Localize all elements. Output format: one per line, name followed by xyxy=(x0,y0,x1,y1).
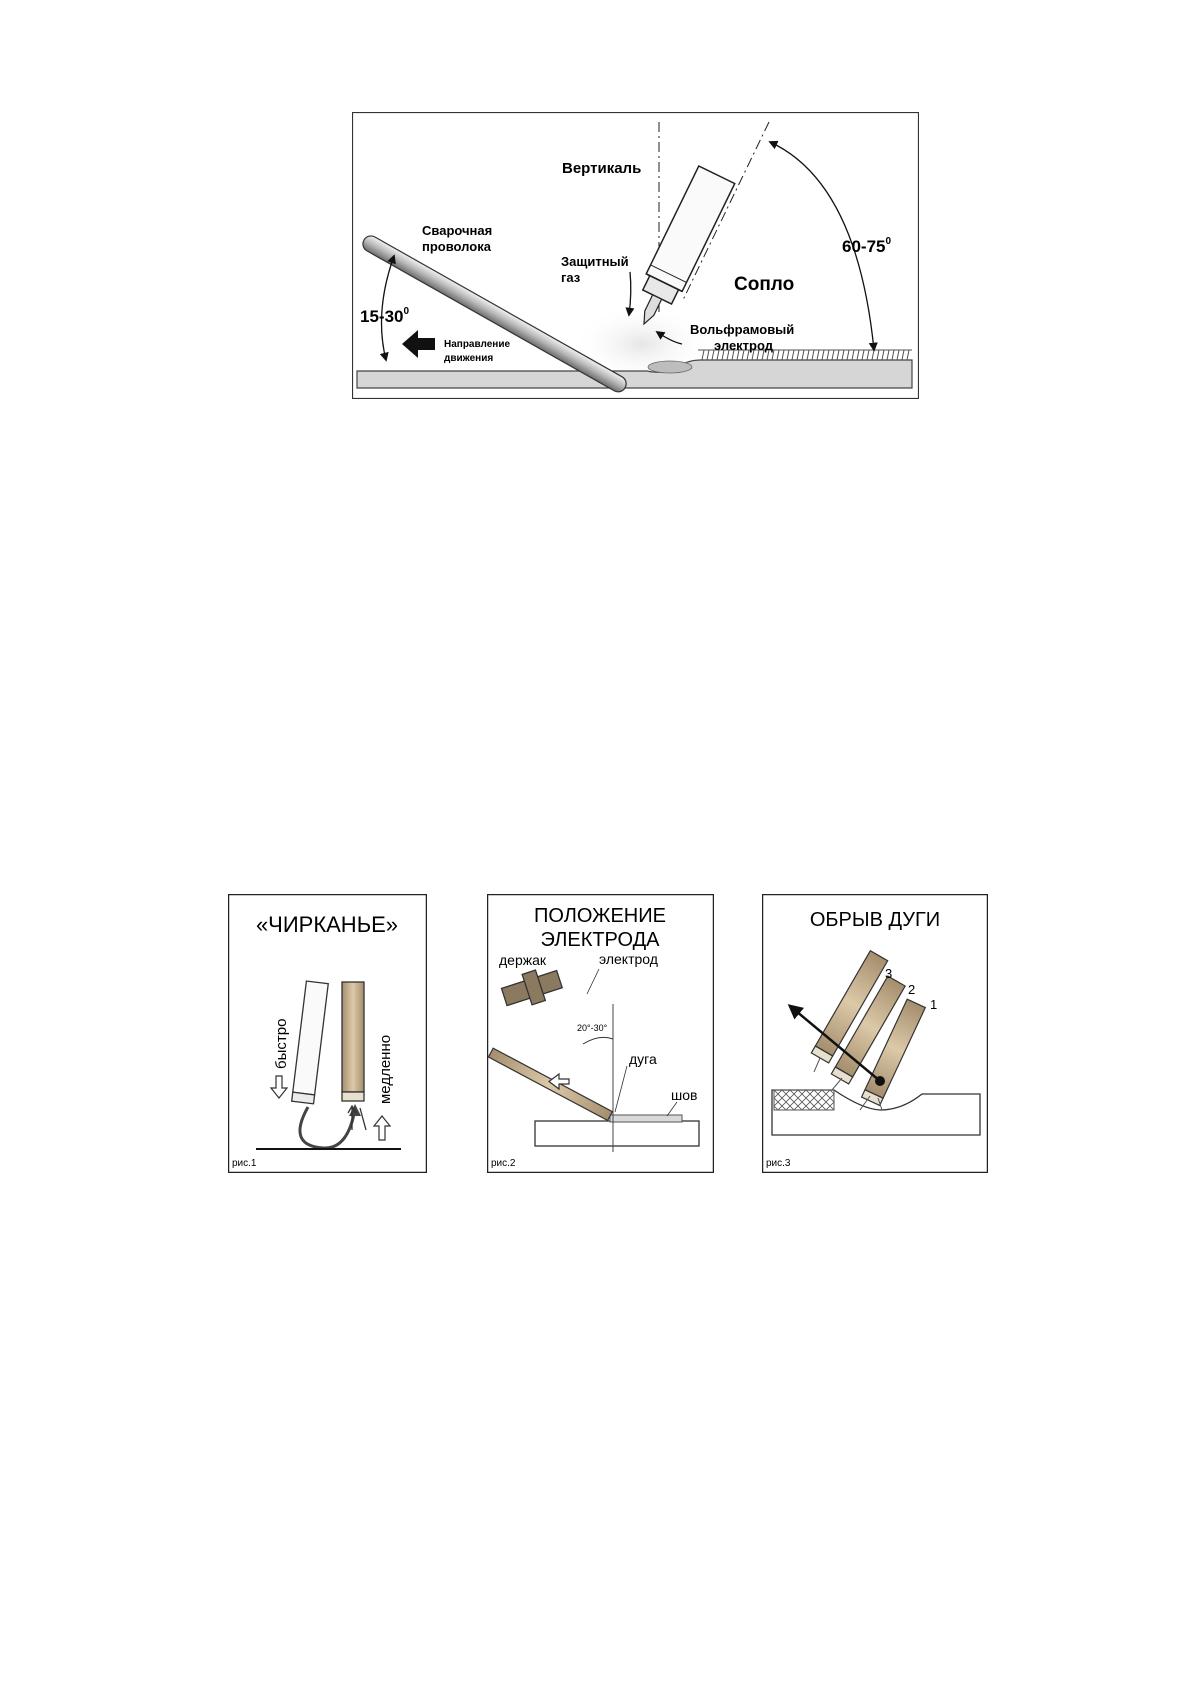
fig2-electrode-position xyxy=(487,894,714,1173)
gas-label-1: Защитный xyxy=(561,254,629,269)
fig1-title: «ЧИРКАНЬЕ» xyxy=(255,912,399,937)
fig2-arc-label: дуга xyxy=(629,1051,657,1067)
electrode-label-2: электрод xyxy=(714,338,774,353)
fig3-weld-bead xyxy=(774,1090,834,1110)
tig-welding-diagram xyxy=(352,112,919,399)
wire-angle-label: $15-30^0$ xyxy=(360,306,410,326)
fig1-caption: рис.1 xyxy=(232,1158,257,1169)
fig2-angle-label: 20°-30° xyxy=(577,1023,608,1033)
fig1-fast-label: быстро xyxy=(273,1018,290,1069)
gas-label-2: газ xyxy=(561,270,581,285)
fig3-start-dot xyxy=(875,1076,885,1086)
fig3-title: ОБРЫВ ДУГИ xyxy=(809,909,941,931)
fig3-number-2: 2 xyxy=(908,982,916,997)
wire-label-1: Сварочная xyxy=(422,223,493,238)
fig2-seam-label: шов xyxy=(671,1087,698,1103)
fig3-number-3: 3 xyxy=(885,966,893,981)
fig1-slow-label: медленно xyxy=(377,1034,394,1104)
direction-label-1: Направление xyxy=(444,339,511,350)
fig2-workpiece xyxy=(535,1121,699,1146)
fig3-number-1: 1 xyxy=(930,997,938,1012)
wire-label-2: проволока xyxy=(422,239,491,254)
nozzle-label: Сопло xyxy=(734,274,795,295)
fig3-arc-break xyxy=(762,894,988,1173)
fig2-electrode-label: электрод xyxy=(599,951,658,967)
electrode-label-1: Вольфрамовый xyxy=(690,322,795,337)
fig2-title-2: ЭЛЕКТРОДА xyxy=(540,929,660,951)
fig2-caption: рис.2 xyxy=(491,1158,516,1169)
torch-angle-label: $60-75^0$ xyxy=(842,236,892,256)
weld-pool xyxy=(648,361,692,373)
fig2-holder-label: держак xyxy=(499,952,547,968)
vertical-label: Вертикаль xyxy=(562,160,642,177)
direction-label-2: движения xyxy=(444,353,494,364)
fig3-caption: рис.3 xyxy=(766,1158,791,1169)
fig2-title-1: ПОЛОЖЕНИЕ xyxy=(534,905,666,927)
fig2-weld-seam xyxy=(610,1115,682,1122)
fig1-scratch-start xyxy=(228,894,427,1173)
fig1-electrode-slow xyxy=(342,982,364,1101)
